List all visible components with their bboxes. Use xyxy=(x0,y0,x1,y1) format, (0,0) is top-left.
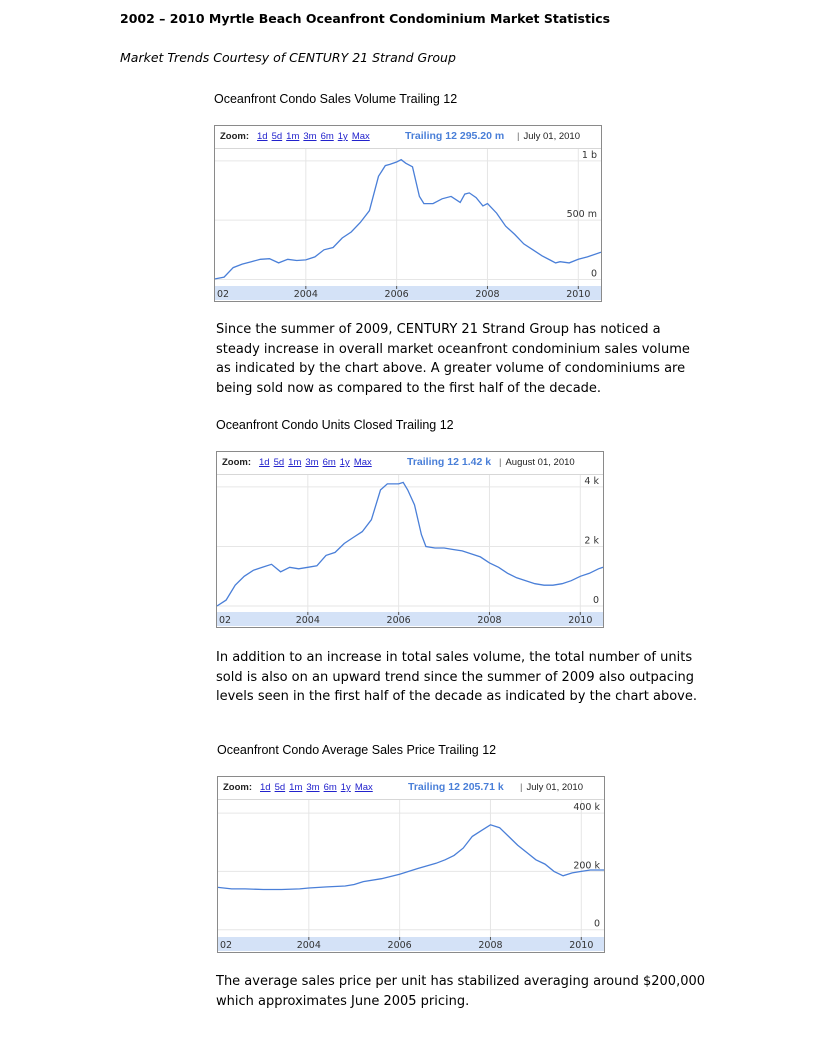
chart-units-closed xyxy=(216,451,604,628)
paragraph-line: sold is also on an upward trend since the summer of 2009 also outpacing xyxy=(216,669,694,685)
chart-date-text: July 01, 2010 xyxy=(523,131,580,142)
zoom-6m-link[interactable]: 6m xyxy=(322,457,336,468)
zoom-6m-link[interactable]: 6m xyxy=(320,131,334,142)
paragraph-line: Since the summer of 2009, CENTURY 21 Strand Group has noticed a xyxy=(216,322,661,337)
y-tick-label: 400 k xyxy=(573,802,600,814)
chart-sales-volume xyxy=(214,125,602,302)
x-tick-label: 2004 xyxy=(295,615,320,626)
paragraph-line: steady increase in overall market oceanfront condominium sales volume xyxy=(216,341,690,357)
x-tick-label: 2010 xyxy=(569,940,594,951)
zoom-max-link[interactable]: Max xyxy=(353,457,372,468)
y-tick-label: 0 xyxy=(592,595,599,607)
y-tick-label: 1 b xyxy=(581,149,597,161)
paragraph-sales-volume xyxy=(216,320,690,398)
zoom-5d-link[interactable]: 5d xyxy=(274,782,286,793)
chart-date: | August 01, 2010 xyxy=(499,457,575,468)
y-tick-label: 200 k xyxy=(573,860,600,872)
zoom-links xyxy=(259,457,376,468)
x-tick-label: 2006 xyxy=(384,289,409,300)
y-tick-label: 4 k xyxy=(584,475,599,487)
chart-plot xyxy=(215,149,601,300)
zoom-1y-link[interactable]: 1y xyxy=(340,782,351,793)
x-tick-label: 2008 xyxy=(477,615,502,626)
y-tick-label: 500 m xyxy=(566,209,597,221)
zoom-5d-link[interactable]: 5d xyxy=(273,457,285,468)
chart-plot xyxy=(217,475,603,626)
zoom-3m-link[interactable]: 3m xyxy=(303,131,317,142)
zoom-1y-link[interactable]: 1y xyxy=(339,457,350,468)
chart-caption-units-closed: Oceanfront Condo Units Closed Trailing 12 xyxy=(216,418,454,432)
zoom-label: Zoom: xyxy=(223,782,253,793)
zoom-1d-link[interactable]: 1d xyxy=(257,131,268,142)
zoom-label: Zoom: xyxy=(222,457,252,468)
x-tick-label: 2006 xyxy=(386,615,411,626)
paragraph-line: In addition to an increase in total sales volume, the total number of units xyxy=(216,650,693,665)
y-tick-label: 2 k xyxy=(584,535,599,547)
zoom-1m-link[interactable]: 1m xyxy=(288,457,302,468)
paragraph-units-closed xyxy=(216,648,697,707)
chart-toolbar xyxy=(217,452,603,475)
chart-average-price xyxy=(217,776,605,953)
y-tick-label: 0 xyxy=(590,268,597,280)
paragraph-line: The average sales price per unit has stabilized averaging around $200,000 xyxy=(216,974,706,989)
chart-toolbar xyxy=(215,126,601,149)
zoom-5d-link[interactable]: 5d xyxy=(271,131,283,142)
zoom-links xyxy=(260,782,377,793)
y-tick-label: 0 xyxy=(593,918,600,930)
chart-plot xyxy=(218,800,604,951)
document-title: 2002 – 2010 Myrtle Beach Oceanfront Condominium Market Statistics xyxy=(120,11,611,26)
zoom-6m-link[interactable]: 6m xyxy=(323,782,337,793)
series-line xyxy=(218,825,604,890)
zoom-3m-link[interactable]: 3m xyxy=(306,782,320,793)
x-tick-label: 02 xyxy=(217,289,230,300)
x-tick-label: 2004 xyxy=(296,940,321,951)
paragraph-line: which approximates June 2005 pricing. xyxy=(216,993,470,1009)
chart-toolbar xyxy=(218,777,604,800)
zoom-links xyxy=(257,131,374,142)
chart-date: | July 01, 2010 xyxy=(520,782,583,793)
paragraph-line: being sold now as compared to the first half of the decade. xyxy=(216,380,602,396)
x-tick-label: 2006 xyxy=(387,940,412,951)
zoom-3m-link[interactable]: 3m xyxy=(305,457,319,468)
zoom-1m-link[interactable]: 1m xyxy=(289,782,303,793)
zoom-1m-link[interactable]: 1m xyxy=(286,131,300,142)
trailing-value: Trailing 12 295.20 m xyxy=(405,130,505,142)
chart-caption-sales-volume: Oceanfront Condo Sales Volume Trailing 12 xyxy=(214,92,458,106)
chart-date-text: August 01, 2010 xyxy=(505,457,575,468)
series-line xyxy=(217,482,603,606)
x-tick-label: 2008 xyxy=(475,289,500,300)
paragraph-line: levels seen in the first half of the decade as indicated by the chart above. xyxy=(216,689,697,704)
trailing-value: Trailing 12 205.71 k xyxy=(408,781,504,793)
paragraph-average-price xyxy=(216,972,705,1011)
x-tick-label: 02 xyxy=(219,615,232,626)
chart-date: | July 01, 2010 xyxy=(517,131,580,142)
zoom-1y-link[interactable]: 1y xyxy=(337,131,348,142)
zoom-max-link[interactable]: Max xyxy=(354,782,373,793)
series-line xyxy=(215,160,601,279)
zoom-label: Zoom: xyxy=(220,131,250,142)
chart-caption-average-price: Oceanfront Condo Average Sales Price Trailing 12 xyxy=(217,743,497,757)
x-tick-label: 2008 xyxy=(478,940,503,951)
x-tick-label: 2010 xyxy=(568,615,593,626)
zoom-1d-link[interactable]: 1d xyxy=(259,457,270,468)
x-tick-label: 2004 xyxy=(293,289,318,300)
document-subtitle: Market Trends Courtesy of CENTURY 21 Strand Group xyxy=(120,50,456,65)
paragraph-line: as indicated by the chart above. A greater volume of condominiums are xyxy=(216,361,686,376)
trailing-value: Trailing 12 1.42 k xyxy=(407,456,492,468)
x-tick-label: 2010 xyxy=(566,289,591,300)
zoom-1d-link[interactable]: 1d xyxy=(260,782,271,793)
x-tick-label: 02 xyxy=(220,940,233,951)
zoom-max-link[interactable]: Max xyxy=(351,131,370,142)
chart-date-text: July 01, 2010 xyxy=(526,782,583,793)
